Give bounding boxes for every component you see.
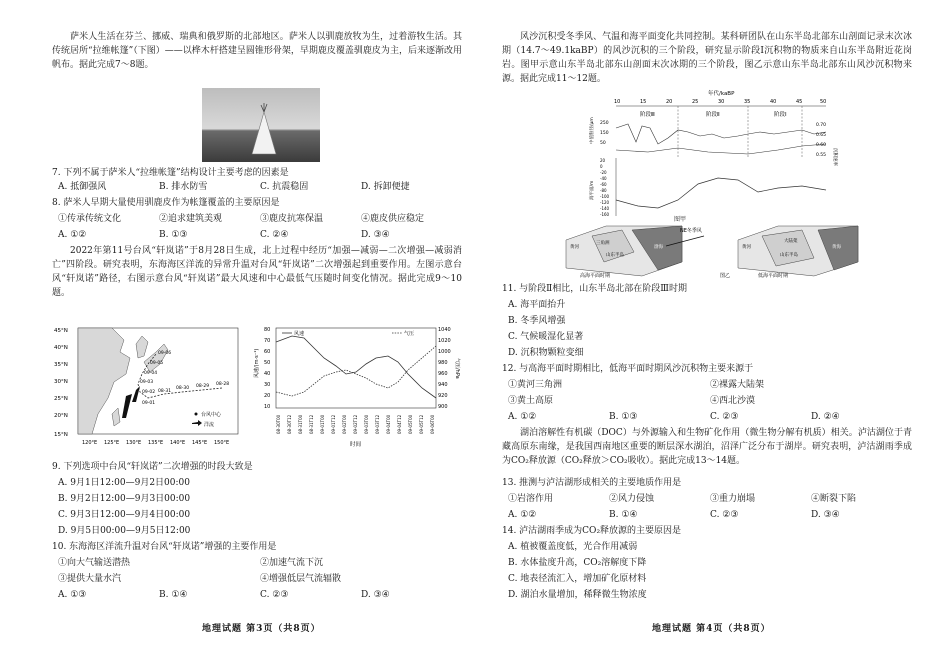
figure-jia-chart (588, 88, 848, 218)
q10-item-3: ③提供大量水汽 (58, 574, 122, 584)
top-tick-45: 45 (796, 99, 803, 105)
x-tick: 09-05T12 (419, 414, 424, 434)
q10-option-a[interactable]: A. ①③ (58, 590, 87, 600)
figure-jia-caption: 图甲 (674, 216, 687, 223)
rate-tick-070: 0.70 (816, 123, 827, 128)
yi-right-huanghai: 黄海 (832, 245, 841, 250)
sea-tick-0: 0 (600, 164, 603, 169)
q12-item-4: ④西北沙漠 (710, 396, 756, 406)
x-tick: 09-04T12 (397, 414, 402, 434)
q10-item-2: ②加速气流下沉 (260, 558, 324, 568)
pressure-tick-900: 900 (438, 404, 448, 410)
wind-tick-80: 80 (264, 327, 271, 333)
q9-stem: 9. 下列选项中台风“轩岚诺”二次增强的时段大致是 (52, 462, 253, 472)
x-tick: 09-03T00 (364, 414, 369, 434)
q12-items-row2 (508, 394, 912, 408)
q13-option-a[interactable]: A. ①② (508, 510, 537, 520)
q10-items-row2 (58, 572, 462, 586)
wind-tick-50: 50 (264, 360, 271, 366)
q8-item-2: ②追求建筑美观 (159, 214, 223, 224)
sea-tick-m120: -120 (600, 200, 610, 205)
track-date-0902: 09-02 (142, 390, 156, 395)
track-date-0904: 09-04 (144, 371, 158, 376)
q11-option-b[interactable]: B. 冬季风增强 (508, 316, 566, 326)
track-date-0905: 09-05 (150, 361, 164, 366)
lon-label-120: 120°E (82, 440, 98, 446)
legend-current: 洋流 (204, 422, 215, 428)
rate-tick-055: 0.55 (816, 153, 827, 158)
q10-option-b[interactable]: B. ①④ (159, 590, 188, 600)
x-ticks (276, 414, 435, 434)
page-4 (502, 0, 912, 672)
sea-level-label: 海平面/m (590, 180, 595, 200)
stage-2-label: 阶段Ⅱ (706, 112, 720, 118)
q13-items (508, 492, 912, 506)
yi-right-shandong: 山东半岛 (780, 253, 798, 258)
x-tick: 08-30T00 (276, 414, 281, 434)
yi-left-shandong: 山东半岛 (606, 253, 624, 258)
lon-label-135: 135°E (148, 440, 164, 446)
q7-options (58, 180, 462, 194)
legend-pressure: 气压 (404, 331, 415, 337)
lon-label-150: 150°E (214, 440, 230, 446)
q7-option-a[interactable]: A. 抵御强风 (58, 182, 107, 192)
intro-11-12: 风沙沉积受冬季风、气温和海平面变化共同控制。某科研团队在山东半岛北部东山剖面记录末次冰期（14.7～49.1kaBP）的风沙沉积的三个阶段，研究显示阶段Ⅰ沉积物的物质来自山东半岛附近花岗岩。图甲示意山东半岛北部东山剖面末次冰期的三个阶段，图乙示意山东半岛北部东山风沙沉积物来源。据此完成11～12题。 (502, 32, 912, 84)
wind-pressure-chart (252, 322, 462, 454)
q10-item-4: ④增强低层气流辐散 (260, 574, 342, 584)
x-tick: 09-02T00 (342, 414, 347, 434)
pressure-tick-940: 940 (438, 382, 448, 388)
intro-9-10: 2022年第11号台风“轩岚诺”于8月28日生成，北上过程中经历“加强—减弱—二次增强—减弱消亡”四阶段。研究表明，东海海区洋流的异常升温对台风“轩岚诺”二次增强起到重要作用。左图示意台风“轩岚诺”路径，右图示意台风“轩岚诺”最大风速和中心最低气压随时间变化情况。据此完成9～10题。 (52, 246, 462, 298)
q9-option-b[interactable]: B. 9月2日12:00—9月3日00:00 (58, 494, 191, 504)
lat-label-30: 30°N (54, 379, 68, 385)
yi-right-shelf: 大陆架 (784, 239, 798, 244)
top-tick-35: 35 (744, 99, 751, 105)
pressure-tick-1040: 1040 (438, 327, 451, 333)
q14-option-a[interactable]: A. 植被覆盖度低，光合作用减弱 (508, 542, 638, 552)
q7-option-d[interactable]: D. 拆卸便捷 (361, 182, 410, 192)
q14-option-d[interactable]: D. 湖泊水量增加，稀释微生物浓度 (508, 590, 647, 600)
track-date-0828: 08-28 (216, 382, 230, 387)
lon-label-125: 125°E (104, 440, 120, 446)
q8-options (58, 228, 462, 242)
q12-option-b[interactable]: B. ①③ (609, 412, 638, 422)
grain-tick-50: 50 (600, 141, 606, 146)
yi-right-huanghe: 黄河 (742, 245, 751, 250)
figure-yi-caption: 图乙 (720, 273, 731, 278)
legend-typhoon-center: 台风中心 (201, 412, 222, 418)
q8-option-d[interactable]: D. ③④ (361, 230, 390, 240)
track-date-0829: 08-29 (196, 384, 210, 389)
q9-option-d[interactable]: D. 9月5日00:00—9月5日12:00 (58, 526, 191, 536)
x-tick: 09-01T00 (320, 414, 325, 434)
grain-tick-250: 250 (600, 121, 609, 126)
grain-tick-150: 150 (600, 131, 609, 136)
q12-items-row1 (508, 378, 912, 392)
q8-item-1: ①传承传统文化 (58, 214, 122, 224)
top-axis-label: 年代/kaBP (708, 91, 735, 97)
x-tick: 09-02T12 (353, 414, 358, 434)
sea-tick-m20: -20 (600, 170, 607, 175)
x-tick: 09-05T00 (408, 414, 413, 434)
lon-label-140: 140°E (170, 440, 186, 446)
sea-tick-m140: -140 (600, 206, 610, 211)
yi-right-panel-label: 低海平面时期 (758, 273, 789, 278)
wind-tick-60: 60 (264, 349, 271, 355)
figure-yi-diagram (562, 222, 882, 278)
rate-tick-065: 0.65 (816, 133, 827, 138)
q10-item-1: ①向大气输送潜热 (58, 558, 131, 568)
pressure-tick-1000: 1000 (438, 349, 451, 355)
track-date-0831: 08-31 (158, 389, 172, 394)
wind-tick-30: 30 (264, 382, 271, 388)
top-tick-25: 25 (692, 99, 699, 105)
q8-item-4: ④鹿皮供应稳定 (361, 214, 425, 224)
q11-option-c[interactable]: C. 气候暖湿化显著 (508, 332, 584, 342)
lat-label-25: 25°N (54, 396, 68, 402)
q14-stem: 14. 泸沽湖雨季成为CO₂释放源的主要原因是 (502, 526, 682, 536)
lat-label-20: 20°N (54, 413, 68, 419)
q8-item-3: ③鹿皮抗寒保温 (260, 214, 324, 224)
lat-label-15: 15°N (54, 432, 68, 438)
top-tick-30: 30 (718, 99, 725, 105)
q11-option-a[interactable]: A. 海平面抬升 (508, 300, 566, 310)
q12-option-a[interactable]: A. ①② (508, 412, 537, 422)
lon-label-145: 145°E (192, 440, 208, 446)
q12-stem: 12. 与高海平面时期相比，低海平面时期风沙沉积物主要来源于 (502, 364, 754, 374)
xlabel-time: 时间 (350, 442, 362, 448)
x-tick: 08-31T12 (309, 414, 314, 434)
sea-tick-m160: -160 (600, 212, 610, 217)
yi-left-bohai: 渤海 (654, 245, 663, 250)
intro-13-14: 湖泊溶解性有机碳（DOC）与外源输入和生物矿化作用（微生物分解有机质）相关。泸沽湖位于青藏高原东南缘，是我国西南地区重要的断层深水湖泊，沼泽广泛分布于湖岸。研究表明，泸沽湖雨季成为CO₂释放源（CO₂释放＞CO₂吸收）。据此完成13～14题。 (502, 428, 912, 466)
stage-1-label: 阶段Ⅰ (774, 112, 787, 118)
wind-tick-10: 10 (264, 404, 271, 410)
page-3 (52, 0, 462, 672)
q13-option-c[interactable]: C. ②③ (710, 510, 739, 520)
lat-label-35: 35°N (54, 362, 68, 368)
top-tick-10: 10 (614, 99, 621, 105)
footer-page-3: 地理试题 第3页（共8页） (202, 624, 321, 634)
sea-tick-m40: -40 (600, 176, 607, 181)
top-tick-20: 20 (666, 99, 673, 105)
yi-left-huanghe: 黄河 (570, 245, 579, 250)
yi-left-delta: 三角洲 (596, 241, 610, 246)
q13-options (508, 508, 912, 522)
wind-tick-20: 20 (264, 393, 271, 399)
sea-tick-m80: -80 (600, 188, 607, 193)
q12-option-c[interactable]: C. ②③ (710, 412, 739, 422)
q13-item-3: ③重力崩塌 (710, 494, 756, 504)
ylabel-wind: 风速/(m·s⁻¹) (254, 348, 260, 378)
ylabel-pressure: 气压/hPa (454, 358, 460, 379)
top-tick-15: 15 (640, 99, 647, 105)
pressure-tick-980: 980 (438, 360, 448, 366)
pressure-tick-920: 920 (438, 393, 448, 399)
top-tick-40: 40 (770, 99, 777, 105)
sea-tick-m60: -60 (600, 182, 607, 187)
sea-tick-m100: -100 (600, 194, 610, 199)
track-date-0906: 09-06 (158, 351, 172, 356)
lat-label-40: 40°N (54, 345, 68, 351)
q10-option-c[interactable]: C. ②③ (260, 590, 289, 600)
yi-wind-label: NE冬季风 (680, 228, 702, 234)
q7-option-c[interactable]: C. 抗震稳固 (260, 182, 309, 192)
q10-stem: 10. 东海海区洋流升温对台风“轩岚诺”增强的主要作用是 (52, 542, 277, 552)
q11-option-d[interactable]: D. 沉积物颗粒变细 (508, 348, 584, 358)
q12-option-d[interactable]: D. ②④ (811, 412, 840, 422)
q8-option-b[interactable]: B. ①③ (159, 230, 188, 240)
q10-options (58, 588, 462, 602)
track-date-0901: 09-01 (142, 401, 156, 406)
top-tick-50: 50 (820, 99, 827, 105)
lat-label-45: 45°N (54, 328, 68, 334)
q13-item-2: ②风力侵蚀 (609, 494, 655, 504)
typhoon-center-legend-icon (195, 413, 198, 416)
footer-page-4: 地理试题 第4页（共8页） (652, 624, 771, 634)
track-date-0903: 09-03 (140, 380, 154, 385)
q13-option-b[interactable]: B. ①④ (609, 510, 638, 520)
q7-stem: 7. 下列不属于萨米人“拉维帐篷”结构设计主要考虑的因素是 (52, 168, 289, 178)
q8-option-c[interactable]: C. ②④ (260, 230, 289, 240)
pressure-tick-960: 960 (438, 371, 448, 377)
x-tick: 08-30T12 (287, 414, 292, 434)
q9-option-c[interactable]: C. 9月3日12:00—9月4日00:00 (58, 510, 191, 520)
lon-label-130: 130°E (126, 440, 142, 446)
q13-stem: 13. 推测与泸沽湖形成相关的主要地质作用是 (502, 478, 682, 488)
q12-item-1: ①黄河三角洲 (508, 380, 563, 390)
q9-option-a[interactable]: A. 9月1日12:00—9月2日00:00 (58, 478, 190, 488)
track-date-0830: 08-30 (176, 386, 190, 391)
q7-option-b[interactable]: B. 排水防雪 (159, 182, 208, 192)
q12-item-3: ③黄土高原 (508, 396, 554, 406)
legend-wind: 风速 (294, 331, 305, 337)
q13-item-4: ④断裂下陷 (811, 494, 857, 504)
intro-7-8: 萨米人生活在芬兰、挪威、瑞典和俄罗斯的北部地区。萨米人以驯鹿放牧为生，过着游牧生活。其传统居所“拉维帐篷”（下图）——以桦木杆搭建呈圆锥形骨架，早期鹿皮覆盖驯鹿皮为主，后来逐渐改用帆布。据此完成7～8题。 (52, 32, 462, 70)
grain-size-label: 中值粒径/μm (590, 117, 595, 144)
pressure-tick-1020: 1020 (438, 338, 451, 344)
stage-3-label: 阶段Ⅲ (640, 112, 655, 118)
q12-options (508, 410, 912, 424)
wind-tick-40: 40 (264, 371, 271, 377)
lavvu-tent-photo (202, 88, 320, 162)
x-tick: 08-31T00 (298, 414, 303, 434)
q13-option-d[interactable]: D. ③④ (811, 510, 840, 520)
q8-option-a[interactable]: A. ①② (58, 230, 87, 240)
sedimentation-rate-label: 沉积速率 (832, 148, 837, 166)
x-tick: 09-01T12 (331, 414, 336, 434)
q12-item-2: ②裸露大陆架 (710, 380, 765, 390)
q13-item-1: ①岩溶作用 (508, 494, 554, 504)
wind-tick-70: 70 (264, 338, 271, 344)
yi-left-panel-label: 高海平面时期 (580, 273, 611, 278)
q10-option-d[interactable]: D. ③④ (361, 590, 390, 600)
q14-option-c[interactable]: C. 地表径流汇入，增加矿化原材料 (508, 574, 647, 584)
typhoon-track-map (52, 322, 252, 452)
sea-tick-20: 20 (600, 158, 606, 163)
x-tick: 09-06T00 (430, 414, 435, 434)
q10-items-row1 (58, 556, 462, 570)
lavvu-tent-icon (202, 88, 320, 162)
x-tick: 09-03T12 (375, 414, 380, 434)
x-tick: 09-04T00 (386, 414, 391, 434)
q8-items (58, 212, 462, 226)
q11-stem: 11. 与阶段Ⅱ相比，山东半岛北部在阶段Ⅲ时期 (502, 284, 687, 294)
q14-option-b[interactable]: B. 水体盐度升高，CO₂溶解度下降 (508, 558, 647, 568)
q8-stem: 8. 萨米人早期大量使用驯鹿皮作为帐篷覆盖的主要原因是 (52, 198, 280, 208)
rate-tick-060: 0.60 (816, 143, 827, 148)
